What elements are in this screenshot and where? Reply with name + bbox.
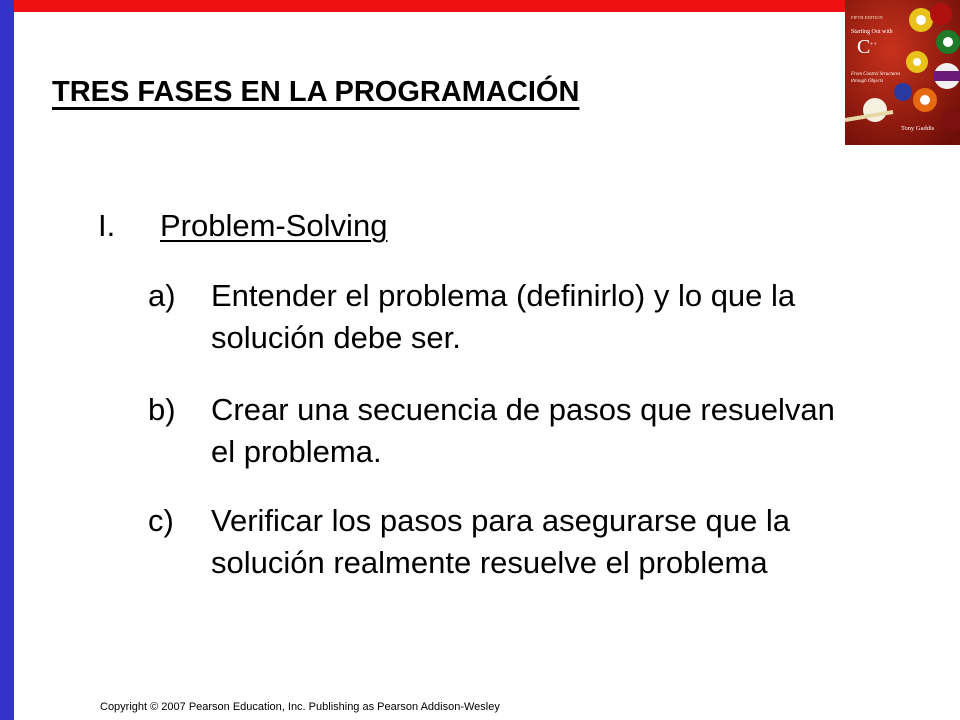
list-item	[148, 275, 848, 359]
copyright-footer: Copyright © 2007 Pearson Education, Inc. Publishing as Pearson Addison-Wesley	[100, 701, 500, 713]
list-item-marker: b)	[148, 392, 176, 427]
list-item-text: Crear una secuencia de pasos que resuelvan el problema.	[211, 392, 835, 469]
svg-text:through Objects: through Objects	[851, 79, 884, 84]
book-cover-image	[845, 0, 960, 145]
list-item-text: Verificar los pasos para asegurarse que la solución realmente resuelve el problema	[211, 503, 790, 580]
svg-text:FIFTH EDITION: FIFTH EDITION	[851, 15, 883, 20]
list-item-marker: a)	[148, 278, 176, 313]
section-heading-text: Problem-Solving	[160, 208, 388, 243]
svg-text:C: C	[857, 36, 871, 58]
svg-text:Tony Gaddis: Tony Gaddis	[901, 125, 935, 132]
top-accent-bar	[14, 0, 960, 12]
list-item	[148, 389, 848, 473]
svg-text:From Control Structures: From Control Structures	[851, 72, 901, 77]
slide-title: TRES FASES EN LA PROGRAMACIÓN	[52, 76, 580, 108]
svg-text:Starting Out with: Starting Out with	[851, 29, 893, 35]
section-number: I.	[98, 208, 116, 243]
list-item	[148, 500, 848, 584]
left-accent-bar	[0, 0, 14, 720]
list-item-marker: c)	[148, 503, 174, 538]
section-heading	[98, 208, 387, 244]
list-item-text: Entender el problema (definirlo) y lo que la solución debe ser.	[211, 278, 796, 355]
svg-text:++: ++	[870, 42, 877, 48]
